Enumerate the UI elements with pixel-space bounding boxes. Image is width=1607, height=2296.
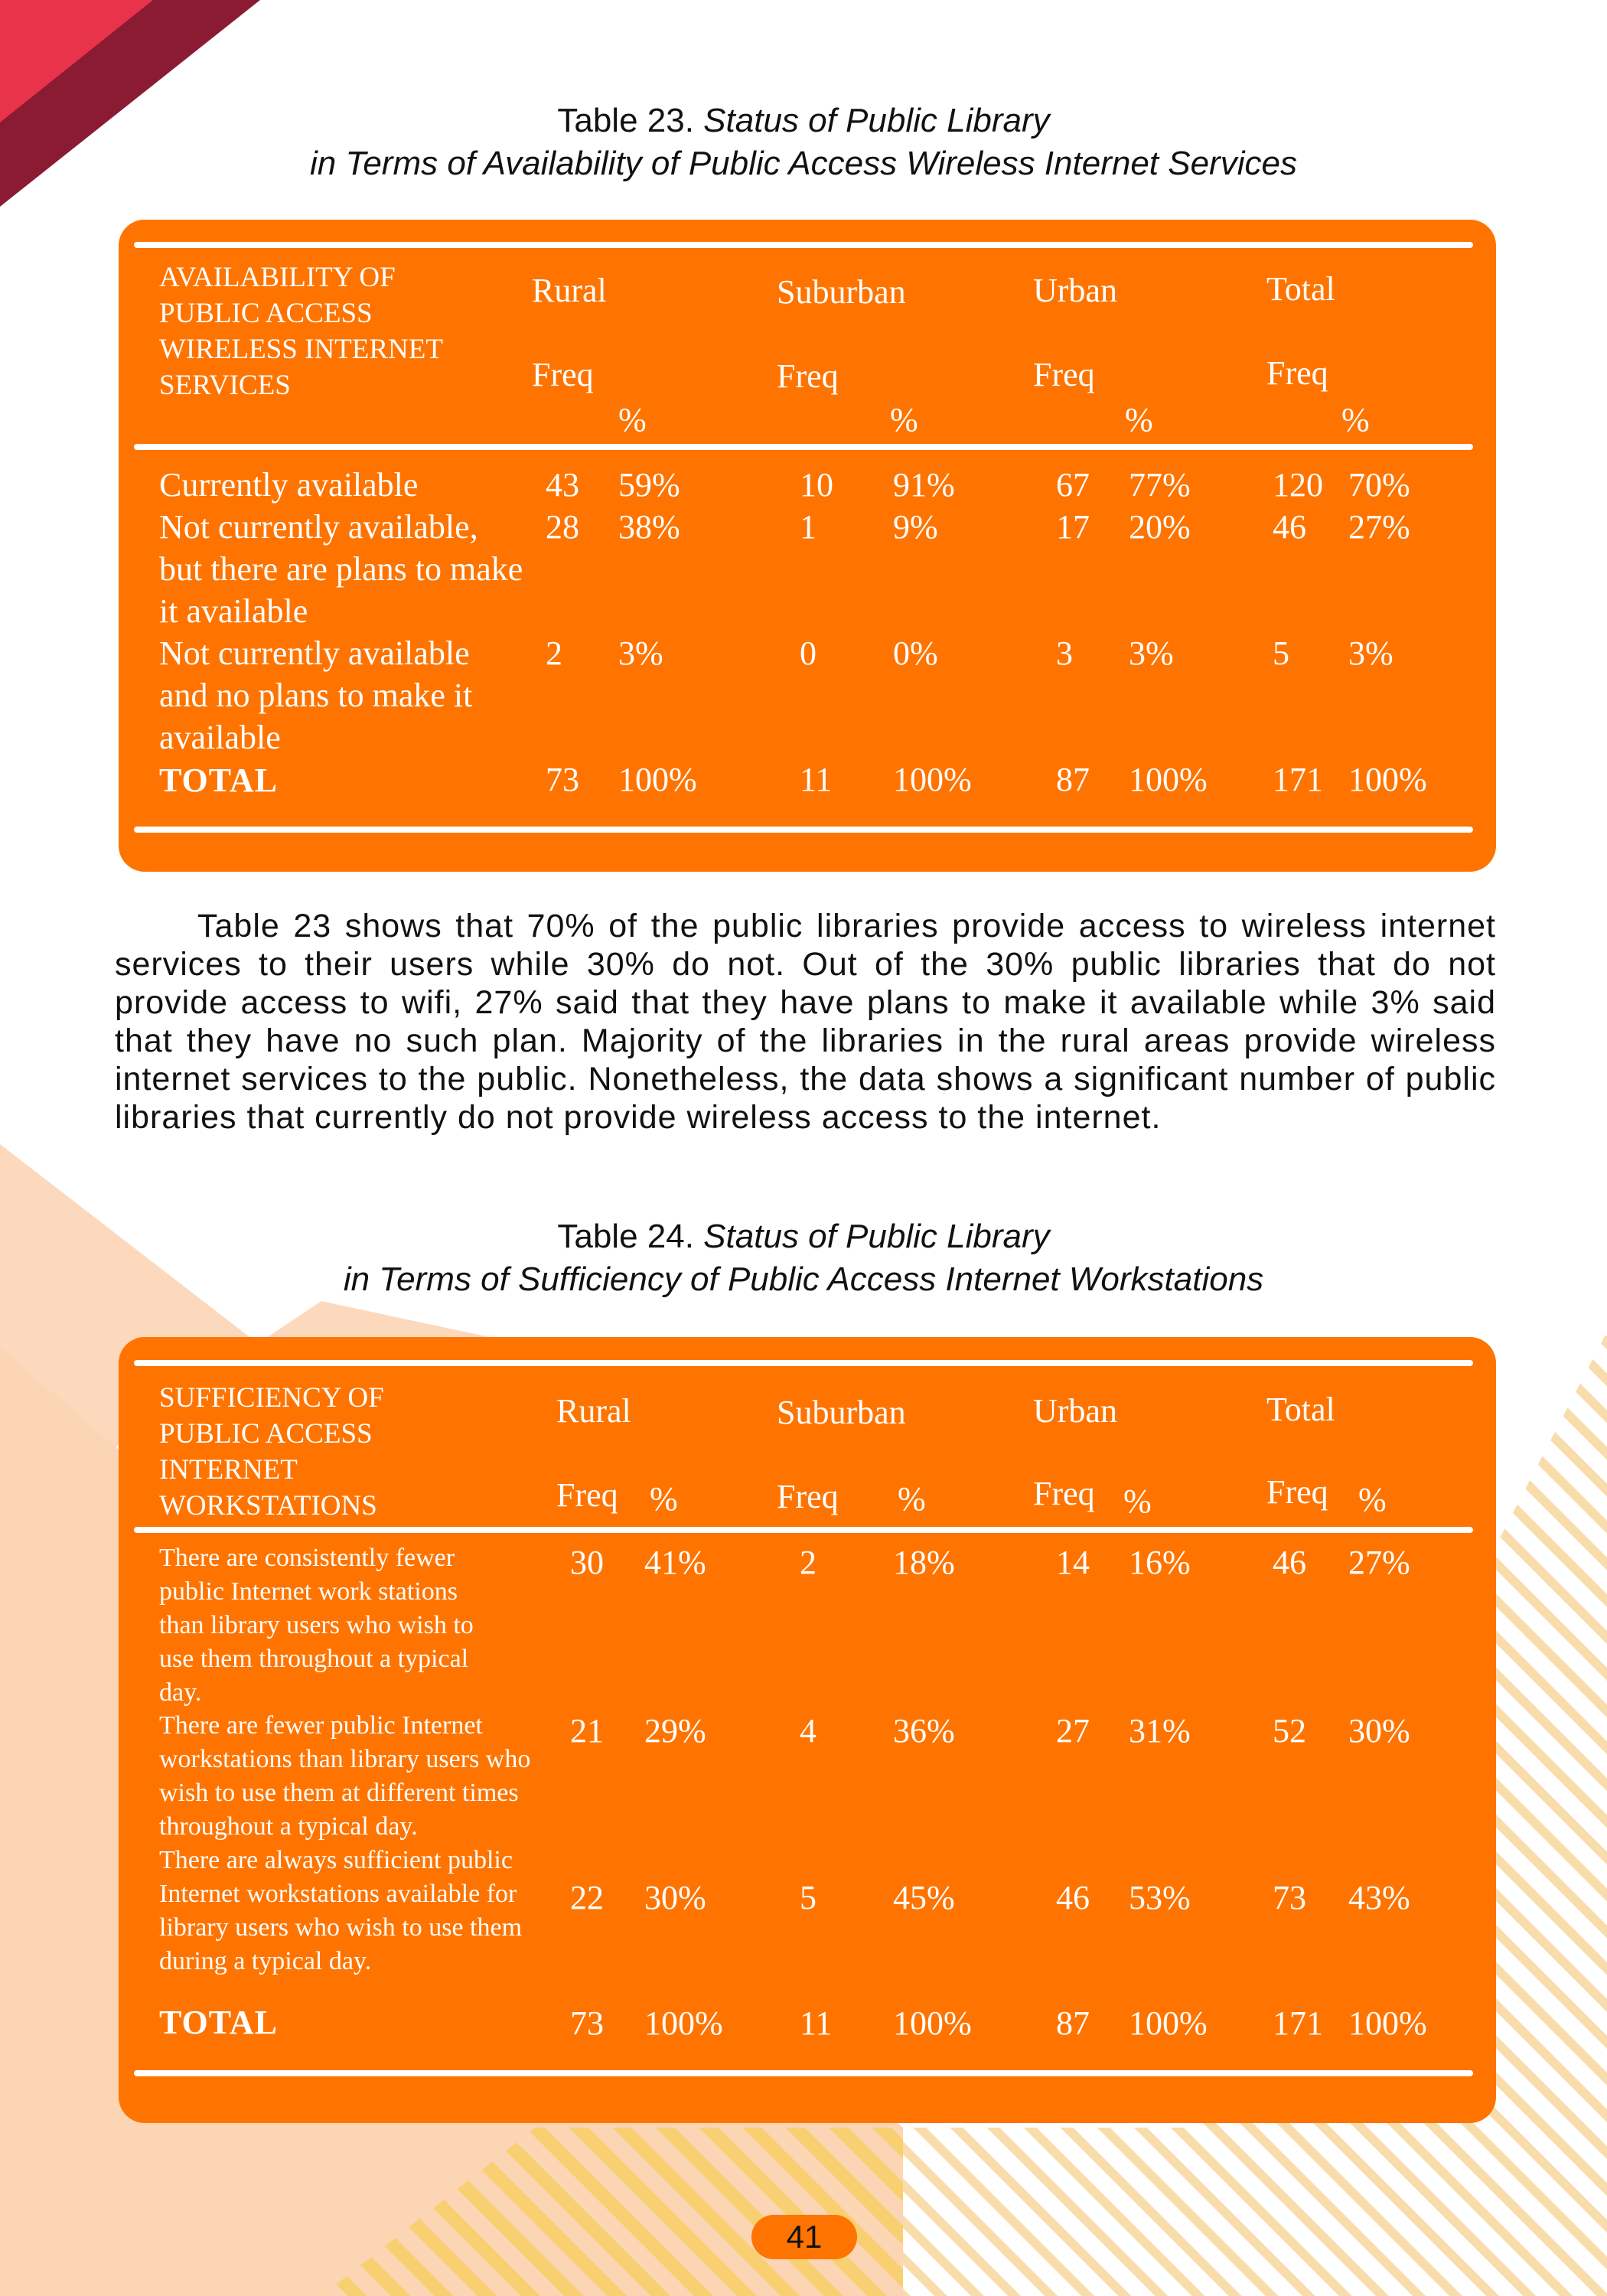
table24-row3-rural-freq: 22: [570, 1879, 604, 1916]
table24-row1-suburban-pct: 18%: [893, 1544, 955, 1581]
table23-row1-suburban-pct: 91%: [893, 466, 955, 504]
table23-row1-total-freq: 120: [1273, 466, 1323, 504]
table23-row2-urban-pct: 20%: [1129, 508, 1191, 546]
table23-total-rural-freq: 73: [546, 761, 579, 798]
table24-title-line1: Status of Public Library: [703, 1218, 1050, 1255]
table23-row3-rural-pct: 3%: [618, 634, 663, 672]
table24-header-rule: [134, 1527, 1473, 1533]
table23-number: Table 23.: [557, 102, 694, 139]
table24-pct-rural: %: [650, 1480, 678, 1518]
table23-row3-total-pct: 3%: [1348, 634, 1393, 672]
page-number: 41: [751, 2215, 857, 2259]
table24-row1-rural-freq: 30: [570, 1544, 604, 1581]
table24-row3-urban-pct: 53%: [1129, 1879, 1191, 1916]
table23-row3-suburban-pct: 0%: [893, 634, 938, 672]
table24-total-label: TOTAL: [159, 2004, 278, 2041]
table24-top-rule: [134, 1360, 1473, 1366]
table24-col-total: Total: [1266, 1391, 1335, 1428]
table24-caption: [0, 1215, 1607, 1301]
table23-header-label: AVAILABILITY OF PUBLIC ACCESS WIRELESS INTERNET SERVICES: [159, 262, 443, 401]
table23-row3-urban-freq: 3: [1056, 634, 1073, 672]
table23-title-line2: in Terms of Availability of Public Access Wireless Internet Services: [310, 145, 1297, 182]
table24-number: Table 24.: [557, 1218, 694, 1255]
table23-total-label: TOTAL: [159, 762, 278, 799]
table23-row1-label: Currently available: [159, 466, 419, 504]
table23-row1-urban-freq: 67: [1056, 466, 1090, 504]
table24-row1-urban-pct: 16%: [1129, 1544, 1191, 1581]
table23-row2-urban-freq: 17: [1056, 508, 1090, 546]
table24-row2-rural-pct: 29%: [644, 1712, 706, 1750]
table23-total-suburban-freq: 11: [800, 761, 833, 798]
table24-freq-urban: Freq: [1033, 1475, 1095, 1512]
table24-pct-suburban: %: [898, 1480, 926, 1518]
table24-freq-rural: Freq: [556, 1476, 618, 1514]
table23-pct-rural: %: [618, 401, 647, 439]
table24-pct-urban: %: [1123, 1482, 1152, 1520]
table23-caption: [0, 99, 1607, 185]
table23-row3-urban-pct: 3%: [1129, 634, 1174, 672]
table23-row1-total-pct: 70%: [1348, 466, 1410, 504]
table24-row2-urban-freq: 27: [1056, 1712, 1090, 1750]
table23-total-total-pct: 100%: [1348, 761, 1427, 798]
table23-row2-rural-pct: 38%: [618, 508, 680, 546]
table24-row2-total-freq: 52: [1273, 1712, 1306, 1750]
paragraph-text: Table 23 shows that 70% of the public libraries provide access to wireless internet services to their users while 30% do not. Out of the 30% public libraries that do not provide access to wifi, 27% said that they have plans to make it available while 3% said that they have no such plan. Majority of the libraries in the rural areas provide wireless internet services to the public. Nonetheless, the data shows a significant number of public libraries that currently do not provide wireless access to the internet.: [115, 908, 1496, 1136]
table24-title-line2: in Terms of Sufficiency of Public Access Internet Workstations: [343, 1261, 1264, 1298]
table24-col-rural: Rural: [556, 1392, 631, 1430]
table24-row3-urban-freq: 46: [1056, 1879, 1090, 1916]
table24-total-rural-freq: 73: [570, 2004, 604, 2042]
table24-header-label: SUFFICIENCY OF PUBLIC ACCESS INTERNET WORKSTATIONS: [159, 1382, 384, 1521]
table23-row1-rural-pct: 59%: [618, 466, 680, 504]
table24-row2-suburban-freq: 4: [800, 1712, 817, 1750]
table23-col-urban: Urban: [1033, 272, 1117, 309]
table23-pct-urban: %: [1125, 401, 1153, 439]
table23-freq-urban: Freq: [1033, 356, 1095, 393]
table24-row2-suburban-pct: 36%: [893, 1712, 955, 1750]
table23-bottom-rule: [134, 827, 1473, 833]
table24-total-suburban-pct: 100%: [893, 2004, 972, 2042]
table23-row2-total-pct: 27%: [1348, 508, 1410, 546]
table23-freq-rural: Freq: [532, 356, 594, 393]
table23-total-suburban-pct: 100%: [893, 761, 972, 798]
table23-row1-rural-freq: 43: [546, 466, 579, 504]
table24-freq-total: Freq: [1266, 1473, 1328, 1511]
table24-row1-total-pct: 27%: [1348, 1544, 1410, 1581]
table24-row1-suburban-freq: 2: [800, 1544, 817, 1581]
table24-total-urban-pct: 100%: [1129, 2004, 1208, 2042]
table23-col-suburban: Suburban: [777, 273, 906, 311]
table24-row3-total-pct: 43%: [1348, 1879, 1410, 1916]
table24-row2-rural-freq: 21: [570, 1712, 604, 1750]
table23-row1-suburban-freq: 10: [800, 466, 833, 504]
table23-row2-suburban-pct: 9%: [893, 508, 938, 546]
table23-freq-total: Freq: [1266, 354, 1328, 392]
table23-row2-label: Not currently available, but there are plans to make it available: [159, 508, 523, 630]
table23-header-rule: [134, 444, 1473, 450]
table24-row2-label: There are fewer public Internet workstations than library users who wish to use them at different times throughout a typical day.: [159, 1711, 531, 1841]
table24-row1-total-freq: 46: [1273, 1544, 1306, 1581]
table24-total-rural-pct: 100%: [644, 2004, 723, 2042]
table24-bottom-rule: [134, 2070, 1473, 2076]
table23-row2-rural-freq: 28: [546, 508, 579, 546]
table24-col-urban: Urban: [1033, 1392, 1117, 1430]
table23-total-rural-pct: 100%: [618, 761, 697, 798]
table23-pct-total: %: [1341, 401, 1370, 439]
table23-col-rural: Rural: [532, 272, 607, 309]
table24-pct-total: %: [1358, 1481, 1387, 1518]
table23-row3-label: Not currently available and no plans to make it available: [159, 634, 473, 756]
table23-total-urban-freq: 87: [1056, 761, 1090, 798]
table24-freq-suburban: Freq: [777, 1478, 839, 1515]
table23-top-rule: [134, 242, 1473, 248]
table23-pct-suburban: %: [890, 401, 918, 439]
table23-total-urban-pct: 100%: [1129, 761, 1208, 798]
table23-row2-total-freq: 46: [1273, 508, 1306, 546]
table24-total-suburban-freq: 11: [800, 2004, 833, 2042]
table24-row3-label: There are always sufficient public Internet workstations available for library users who wish to use them during a typical day.: [159, 1846, 523, 1975]
table24: [119, 1337, 1496, 2123]
table24-row3-suburban-pct: 45%: [893, 1879, 955, 1916]
table23-row2-suburban-freq: 1: [800, 508, 817, 546]
table23-freq-suburban: Freq: [777, 357, 839, 395]
table24-row2-urban-pct: 31%: [1129, 1712, 1191, 1750]
table23: [119, 220, 1496, 872]
table23-total-total-freq: 171: [1273, 761, 1323, 798]
table23-row3-rural-freq: 2: [546, 634, 562, 672]
table23-title-line1: Status of Public Library: [703, 102, 1050, 139]
table24-col-suburban: Suburban: [777, 1394, 906, 1431]
table24-total-urban-freq: 87: [1056, 2004, 1090, 2042]
table23-row1-urban-pct: 77%: [1129, 466, 1191, 504]
table24-total-total-pct: 100%: [1348, 2004, 1427, 2042]
table23-row3-total-freq: 5: [1273, 634, 1289, 672]
table23-col-total: Total: [1266, 270, 1335, 308]
body-paragraph: [115, 907, 1496, 1137]
table24-row2-total-pct: 30%: [1348, 1712, 1410, 1750]
table24-row3-total-freq: 73: [1273, 1879, 1306, 1916]
table24-total-total-freq: 171: [1273, 2004, 1323, 2042]
table24-row3-rural-pct: 30%: [644, 1879, 706, 1916]
table24-row3-suburban-freq: 5: [800, 1879, 817, 1916]
table24-row1-label: There are consistently fewer public Internet work stations than library users who wish to use them throughout a typical day.: [159, 1544, 474, 1707]
table24-row1-rural-pct: 41%: [644, 1544, 706, 1581]
table23-row3-suburban-freq: 0: [800, 634, 817, 672]
table24-row1-urban-freq: 14: [1056, 1544, 1090, 1581]
